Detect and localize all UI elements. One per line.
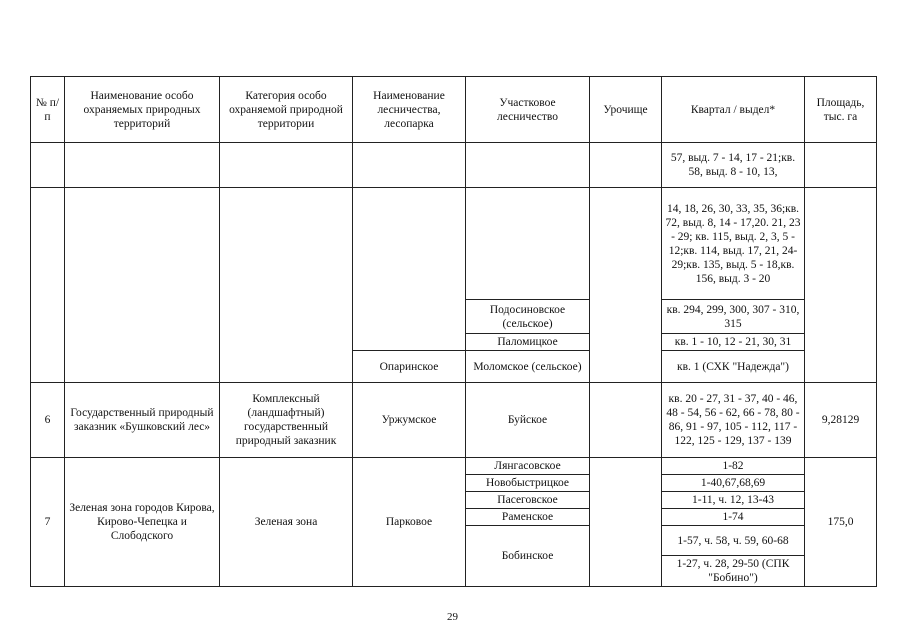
cell-tract (590, 458, 662, 587)
cell-tract (590, 383, 662, 458)
header-tract: Урочище (590, 77, 662, 143)
table-row (31, 383, 877, 458)
header-quarter: Квартал / выдел* (662, 77, 805, 143)
cell-district: Пасеговское (466, 492, 590, 509)
cell-forestry (353, 188, 466, 351)
header-num: № п/п (31, 77, 65, 143)
header-forestry: Наименование лесничества, лесопарка (353, 77, 466, 143)
cell-quarter: 1-27, ч. 28, 29-50 (СПК "Бобино") (662, 556, 805, 587)
table-row (31, 143, 877, 188)
cell-district: Раменское (466, 509, 590, 526)
cell-name (65, 188, 220, 383)
cell-area: 9,28129 (805, 383, 877, 458)
cell-quarter: 1-74 (662, 509, 805, 526)
cell-forestry: Уржумское (353, 383, 466, 458)
cell-num: 6 (31, 383, 65, 458)
cell-num (31, 143, 65, 188)
header-category: Категория особо охраняемой природной территории (220, 77, 353, 143)
cell-name: Зеленая зона городов Кирова, Кирово-Чепецка и Слободского (65, 458, 220, 587)
cell-category (220, 143, 353, 188)
cell-quarter: кв. 20 - 27, 31 - 37, 40 - 46, 48 - 54, 56 - 62, 66 - 78, 80 - 86, 91 - 97, 105 - 112, 117 - 122, 125 - 129, 137 - 139 (662, 383, 805, 458)
cell-name (65, 143, 220, 188)
header-area: Площадь, тыс. га (805, 77, 877, 143)
cell-district (466, 188, 590, 300)
cell-quarter: кв. 1 - 10, 12 - 21, 30, 31 (662, 334, 805, 351)
cell-category (220, 188, 353, 383)
cell-area (805, 188, 877, 383)
cell-district: Лянгасовское (466, 458, 590, 475)
cell-forestry: Опаринское (353, 351, 466, 383)
cell-district: Новобыстрицкое (466, 475, 590, 492)
cell-name: Государственный природный заказник «Бушковский лес» (65, 383, 220, 458)
cell-forestry (353, 143, 466, 188)
cell-forestry: Парковое (353, 458, 466, 587)
cell-quarter: кв. 1 (СХК "Надежда") (662, 351, 805, 383)
cell-quarter: 1-40,67,68,69 (662, 475, 805, 492)
cell-quarter: 57, выд. 7 - 14, 17 - 21;кв. 58, выд. 8 - 10, 13, (662, 143, 805, 188)
header-district: Участковое лесничество (466, 77, 590, 143)
cell-district: Паломицкое (466, 334, 590, 351)
cell-area: 175,0 (805, 458, 877, 587)
cell-category: Комплексный (ландшафтный) государственный природный заказник (220, 383, 353, 458)
cell-category: Зеленая зона (220, 458, 353, 587)
header-row (31, 77, 877, 143)
cell-num: 7 (31, 458, 65, 587)
protected-areas-table (30, 76, 877, 587)
cell-quarter: 1-82 (662, 458, 805, 475)
cell-tract (590, 188, 662, 383)
table-row (31, 458, 877, 475)
cell-quarter: 1-11, ч. 12, 13-43 (662, 492, 805, 509)
header-name: Наименование особо охраняемых природных территорий (65, 77, 220, 143)
cell-quarter: 14, 18, 26, 30, 33, 35, 36;кв. 72, выд. 8, 14 - 17,20. 21, 23 - 29; кв. 115, выд. 2, 3, 5 - 12;кв. 114, выд. 17, 21, 24-29;кв. 135, выд. 5 - 18,кв. 156, выд. 3 - 20 (662, 188, 805, 300)
cell-quarter: кв. 294, 299, 300, 307 - 310, 315 (662, 300, 805, 334)
page-number: 29 (447, 611, 458, 623)
cell-district: Бобинское (466, 526, 590, 587)
cell-district: Подосиновское (сельское) (466, 300, 590, 334)
cell-quarter: 1-57, ч. 58, ч. 59, 60-68 (662, 526, 805, 556)
cell-tract (590, 143, 662, 188)
cell-district: Буйское (466, 383, 590, 458)
table-row (31, 188, 877, 300)
cell-district: Моломское (сельское) (466, 351, 590, 383)
cell-district (466, 143, 590, 188)
cell-area (805, 143, 877, 188)
cell-num (31, 188, 65, 383)
